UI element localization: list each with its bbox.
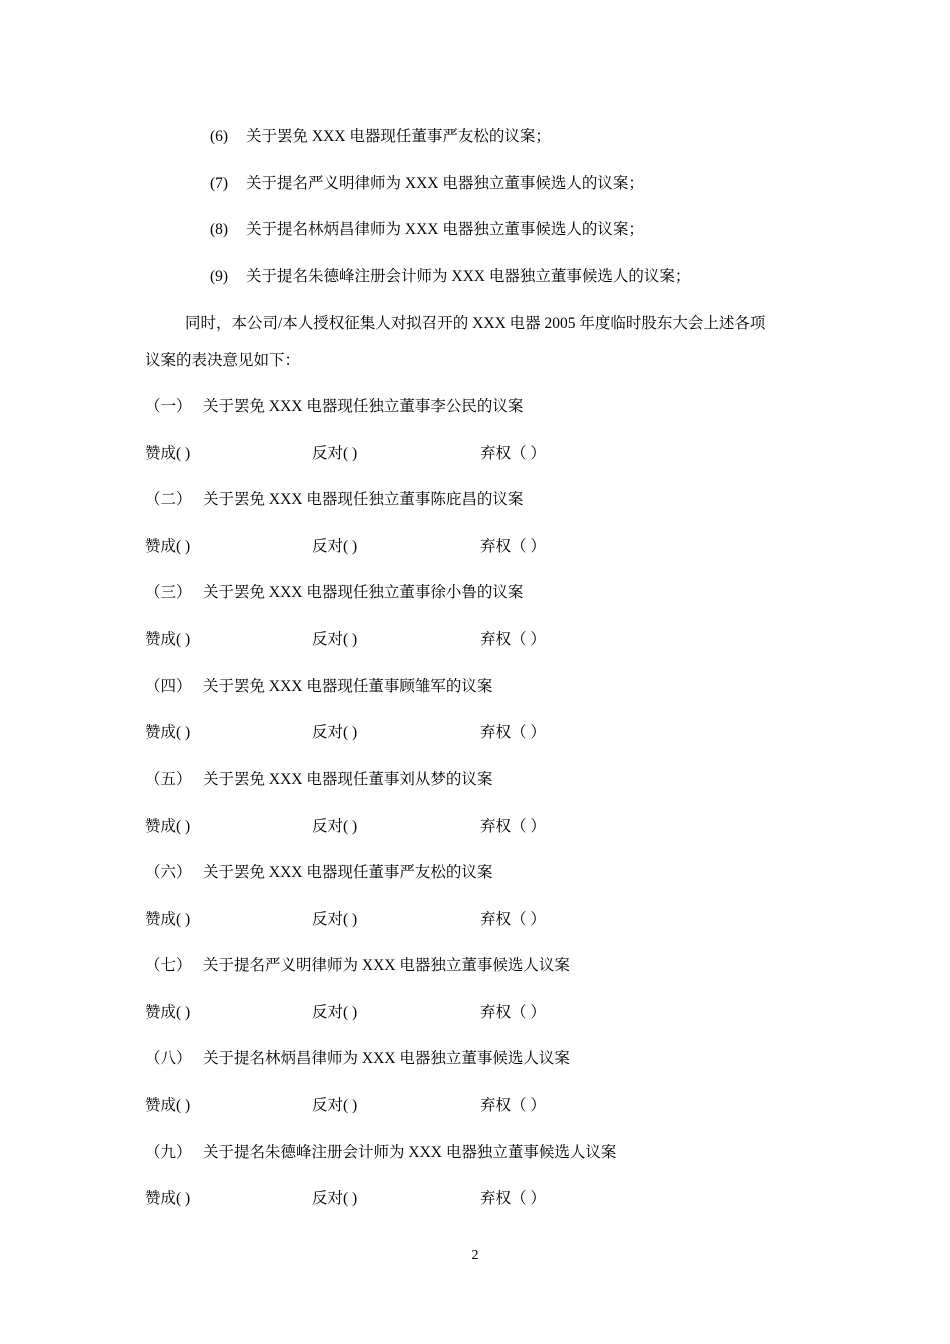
oppose-checkbox[interactable]: 反对( )	[312, 1097, 358, 1114]
item-number: (8)	[210, 221, 229, 238]
proposal-index: （五）	[145, 771, 192, 788]
proposal-title	[145, 677, 492, 697]
proposal-text: 关于罢免 XXX 电器现任董事顾雏军的议案	[203, 678, 493, 695]
intro-line-1: 同时，本公司/本人授权征集人对拟召开的 XXX 电器 2005 年度临时股东大会上述各项	[185, 315, 766, 332]
proposal-index: （二）	[145, 491, 192, 508]
numbered-item	[210, 174, 644, 194]
proposal-title	[145, 583, 523, 603]
proposal-text: 关于罢免 XXX 电器现任独立董事陈庇昌的议案	[203, 491, 524, 508]
abstain-checkbox[interactable]: 弃权（ ）	[480, 818, 546, 835]
proposal-index: （四）	[145, 678, 192, 695]
item-number: (6)	[210, 128, 229, 145]
proposal-index: （八）	[145, 1050, 192, 1067]
proposal-text: 关于提名林炳昌律师为 XXX 电器独立董事候选人议案	[203, 1050, 570, 1067]
item-number: (9)	[210, 268, 229, 285]
oppose-checkbox[interactable]: 反对( )	[312, 1004, 358, 1021]
abstain-checkbox[interactable]: 弃权（ ）	[480, 631, 546, 648]
proposal-title	[145, 863, 492, 883]
proposal-text: 关于罢免 XXX 电器现任独立董事徐小鲁的议案	[203, 584, 524, 601]
proposal-text: 关于提名朱德峰注册会计师为 XXX 电器独立董事候选人议案	[203, 1144, 617, 1161]
proposal-text: 关于罢免 XXX 电器现任独立董事李公民的议案	[203, 398, 524, 415]
proposal-title	[145, 770, 492, 790]
item-text: 关于提名朱德峰注册会计师为 XXX 电器独立董事候选人的议案；	[246, 268, 691, 285]
oppose-checkbox[interactable]: 反对( )	[312, 538, 358, 555]
oppose-checkbox[interactable]: 反对( )	[312, 631, 358, 648]
numbered-item	[210, 220, 644, 240]
proposal-title	[145, 1049, 570, 1069]
proposal-text: 关于罢免 XXX 电器现任董事严友松的议案	[203, 864, 493, 881]
page-number: 2	[471, 1248, 479, 1263]
proposal-title	[145, 956, 570, 976]
approve-checkbox[interactable]: 赞成( )	[145, 631, 191, 648]
intro-line-2: 议案的表决意见如下：	[145, 352, 301, 369]
proposal-index: （三）	[145, 584, 192, 601]
item-text: 关于提名严义明律师为 XXX 电器独立董事候选人的议案；	[246, 175, 644, 192]
proposal-title	[145, 397, 523, 417]
approve-checkbox[interactable]: 赞成( )	[145, 445, 191, 462]
item-number: (7)	[210, 175, 229, 192]
proposal-text: 关于罢免 XXX 电器现任董事刘从梦的议案	[203, 771, 493, 788]
proposal-text: 关于提名严义明律师为 XXX 电器独立董事候选人议案	[203, 957, 570, 974]
item-text: 关于罢免 XXX 电器现任董事严友松的议案；	[246, 128, 551, 145]
oppose-checkbox[interactable]: 反对( )	[312, 1190, 358, 1207]
numbered-item	[210, 267, 690, 287]
oppose-checkbox[interactable]: 反对( )	[312, 911, 358, 928]
item-text: 关于提名林炳昌律师为 XXX 电器独立董事候选人的议案；	[246, 221, 644, 238]
proposal-title	[145, 1143, 616, 1163]
approve-checkbox[interactable]: 赞成( )	[145, 724, 191, 741]
abstain-checkbox[interactable]: 弃权（ ）	[480, 1004, 546, 1021]
abstain-checkbox[interactable]: 弃权（ ）	[480, 911, 546, 928]
abstain-checkbox[interactable]: 弃权（ ）	[480, 724, 546, 741]
approve-checkbox[interactable]: 赞成( )	[145, 911, 191, 928]
oppose-checkbox[interactable]: 反对( )	[312, 724, 358, 741]
oppose-checkbox[interactable]: 反对( )	[312, 445, 358, 462]
abstain-checkbox[interactable]: 弃权（ ）	[480, 1097, 546, 1114]
oppose-checkbox[interactable]: 反对( )	[312, 818, 358, 835]
approve-checkbox[interactable]: 赞成( )	[145, 1004, 191, 1021]
abstain-checkbox[interactable]: 弃权（ ）	[480, 538, 546, 555]
approve-checkbox[interactable]: 赞成( )	[145, 538, 191, 555]
proposal-title	[145, 490, 523, 510]
approve-checkbox[interactable]: 赞成( )	[145, 1097, 191, 1114]
proposal-index: （七）	[145, 957, 192, 974]
abstain-checkbox[interactable]: 弃权（ ）	[480, 1190, 546, 1207]
approve-checkbox[interactable]: 赞成( )	[145, 1190, 191, 1207]
abstain-checkbox[interactable]: 弃权（ ）	[480, 445, 546, 462]
proposal-index: （六）	[145, 864, 192, 881]
proposal-index: （一）	[145, 398, 192, 415]
numbered-item	[210, 127, 551, 147]
approve-checkbox[interactable]: 赞成( )	[145, 818, 191, 835]
proposal-index: （九）	[145, 1144, 192, 1161]
